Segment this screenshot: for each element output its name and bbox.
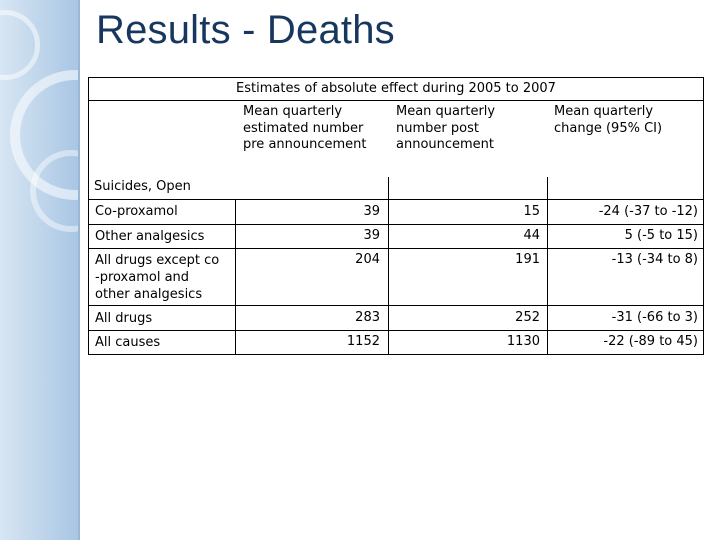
cell-post: 1130: [506, 334, 540, 349]
grid-line: [88, 224, 704, 225]
header-post: Mean quarterly number post announcement: [396, 104, 496, 152]
cell-pre: 39: [363, 204, 380, 219]
header-pre: Mean quarterly estimated number pre announcement: [243, 104, 367, 152]
grid-line: [388, 177, 389, 199]
grid-line: [547, 199, 548, 355]
cell-change: 5 (-5 to 15): [624, 228, 698, 243]
cell-change: -31 (-66 to 3): [611, 310, 698, 325]
cell-pre: 39: [363, 228, 380, 243]
grid-line: [88, 330, 704, 331]
table-caption: Estimates of absolute effect during 2005 to 2007: [88, 77, 704, 101]
cell-post: 252: [515, 310, 540, 325]
grid-line: [88, 199, 704, 200]
cell-post: 15: [523, 204, 540, 219]
cell-change: -24 (-37 to -12): [598, 204, 698, 219]
cell-pre: 1152: [346, 334, 380, 349]
grid-line: [88, 248, 704, 249]
row-label: All drugs except co -proxamol and other analgesics: [95, 253, 220, 302]
section-label: Suicides, Open: [94, 179, 191, 194]
row-label: All causes: [95, 335, 161, 350]
cell-pre: 204: [355, 252, 380, 267]
row-label: All drugs: [95, 311, 153, 326]
sidebar-divider: [78, 0, 80, 540]
decorative-sidebar: [0, 0, 78, 540]
header-change: Mean quarterly change (95% CI): [554, 104, 663, 136]
row-label: Co-proxamol: [95, 204, 178, 219]
cell-post: 44: [523, 228, 540, 243]
grid-line: [547, 177, 548, 199]
cell-change: -22 (-89 to 45): [603, 334, 698, 349]
cell-change: -13 (-34 to 8): [611, 252, 698, 267]
grid-line: [235, 199, 236, 355]
slide-title: Results - Deaths: [96, 8, 395, 52]
decorative-ring: [0, 10, 40, 80]
grid-line: [388, 199, 389, 355]
cell-post: 191: [515, 252, 540, 267]
row-label: Other analgesics: [95, 229, 205, 244]
cell-pre: 283: [355, 310, 380, 325]
grid-line: [88, 305, 704, 306]
